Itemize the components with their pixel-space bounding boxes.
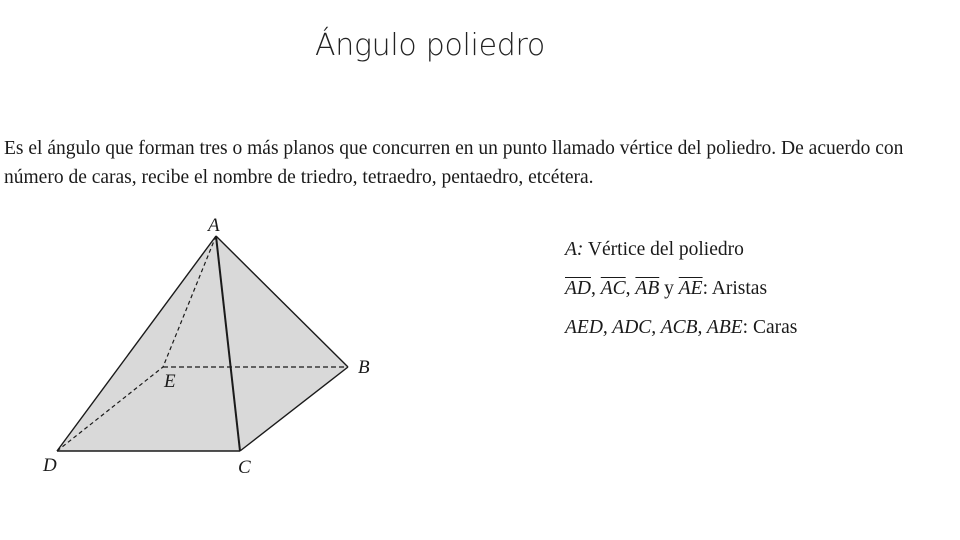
legend-faces bbox=[565, 314, 797, 353]
definition-line-2: número de caras, recibe el nombre de triedro, tetraedro, pentaedro, etcétera. bbox=[4, 167, 594, 188]
legend-vertex-text: Vértice del poliedro bbox=[583, 239, 744, 260]
legend-edge-sep: , bbox=[625, 278, 636, 299]
legend-edges-text: : Aristas bbox=[702, 278, 768, 299]
label-vertex-c: C bbox=[238, 457, 251, 478]
legend-edge-ae: $\overline{AE}$ bbox=[678, 278, 703, 299]
legend-edge-sep: , bbox=[591, 278, 601, 299]
legend-edge-ab: $\overline{AB}$ bbox=[635, 278, 660, 299]
legend-edge-ac: $\overline{AC}$ bbox=[600, 278, 626, 299]
legend-faces-text: : Caras bbox=[742, 317, 798, 338]
figure-legend bbox=[565, 236, 797, 353]
label-vertex-d: D bbox=[43, 455, 57, 476]
legend-faces-symbols: AED, ADC, ACB, ABE bbox=[565, 317, 743, 338]
face-adc bbox=[57, 236, 240, 451]
label-vertex-e: E bbox=[164, 371, 176, 392]
label-vertex-a: A bbox=[208, 215, 220, 236]
legend-vertex bbox=[565, 236, 797, 275]
legend-edge-conj: y bbox=[659, 278, 679, 299]
label-vertex-b: B bbox=[358, 357, 370, 378]
legend-edge-ad: $\overline{AD}$ bbox=[565, 278, 591, 299]
slide-title: Ángulo poliedro bbox=[315, 28, 545, 63]
legend-edges bbox=[565, 275, 797, 314]
definition-line-1: Es el ángulo que forman tres o más planos que concurren en un punto llamado vértice del poliedro. De acuerdo con bbox=[4, 138, 904, 159]
legend-vertex-symbol: A: bbox=[565, 239, 584, 260]
